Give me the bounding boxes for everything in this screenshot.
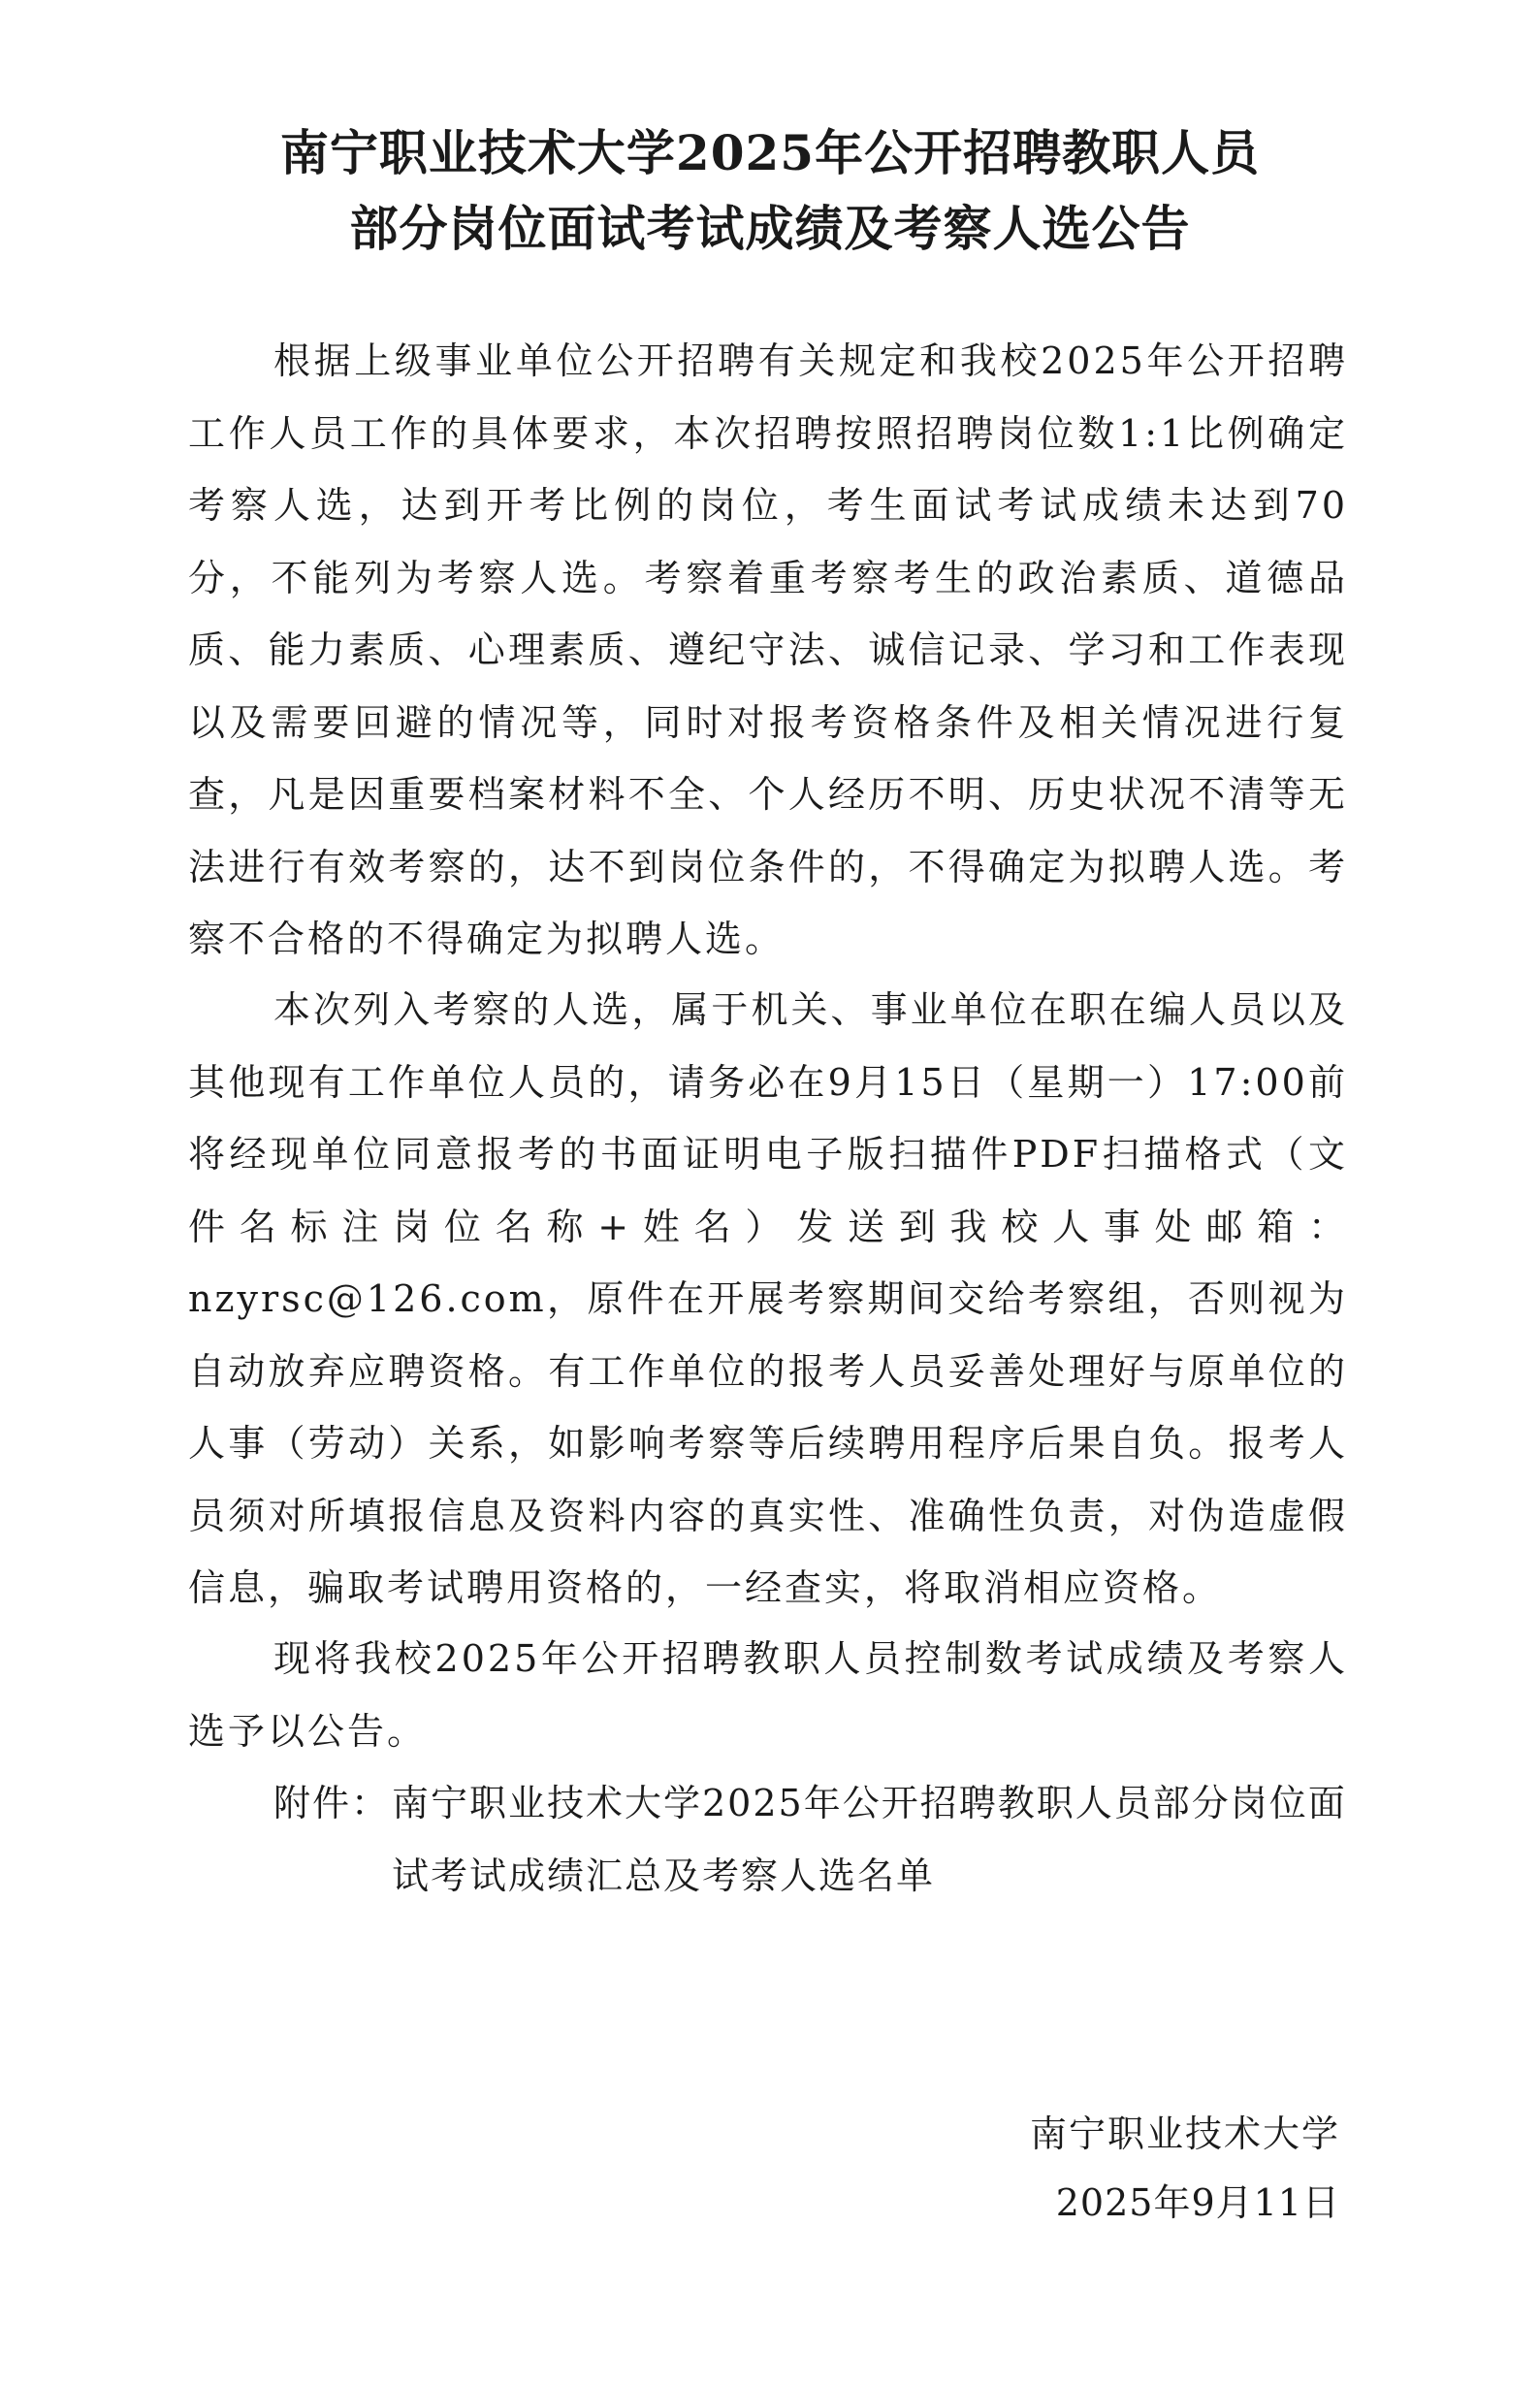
attachment-text: 南宁职业技术大学2025年公开招聘教职人员部分岗位面试考试成绩汇总及考察人选名单 bbox=[392, 1782, 1347, 1897]
body-paragraph-3 bbox=[188, 1623, 1348, 1767]
paragraph-text: 现将我校2025年公开招聘教职人员控制数考试成绩及考察人选予以公告。 bbox=[188, 1637, 1348, 1753]
document-title-line-1: 南宁职业技术大学2025年公开招聘教职人员 bbox=[279, 124, 1261, 181]
paragraph-text: 根据上级事业单位公开招聘有关规定和我校2025年公开招聘工作人员工作的具体要求，本次招聘按照招聘岗位数1:1比例确定考察人选，达到开考比例的岗位，考生面试考试成绩未达到70分，不能列为考察人选。考察着重考察考生的政治素质、道德品质、能力素质、心理素质、遵纪守法、诚信记录、学习和工作表现以及需要回避的情况等，同时对报考资格条件及相关情况进行复查，凡是因重要档案材料不全、个人经历不明、历史状况不清等无法进行有效考察的，达不到岗位条件的，不得确定为拟聘人选。考察不合格的不得确定为拟聘人选。 bbox=[188, 339, 1348, 960]
body-paragraph-2 bbox=[188, 974, 1348, 1625]
document-title-line-2: 部分岗位面试考试成绩及考察人选公告 bbox=[349, 200, 1191, 257]
signature-date: 2025年9月11日 bbox=[1055, 2181, 1340, 2224]
signature-organization: 南宁职业技术大学 bbox=[1029, 2113, 1340, 2155]
body-paragraph-1 bbox=[188, 325, 1348, 976]
attachment-label: 附件： bbox=[273, 1782, 391, 1824]
paragraph-text: 本次列入考察的人选，属于机关、事业单位在职在编人员以及其他现有工作单位人员的，请务必在9月15日（星期一）17:00前将经现单位同意报考的书面证明电子版扫描件PDF扫描格式（文件名标注岗位名称+姓名）发送到我校人事处邮箱：nzyrsc@126.com，原件在开展考察期间交给考察组，否则视为自动放弃应聘资格。有工作单位的报考人员妥善处理好与原单位的人事（劳动）关系，如影响考察等后续聘用程序后果自负。报考人员须对所填报信息及资料内容的真实性、准确性负责，对伪造虚假信息，骗取考试聘用资格的，一经查实，将取消相应资格。 bbox=[188, 988, 1348, 1609]
